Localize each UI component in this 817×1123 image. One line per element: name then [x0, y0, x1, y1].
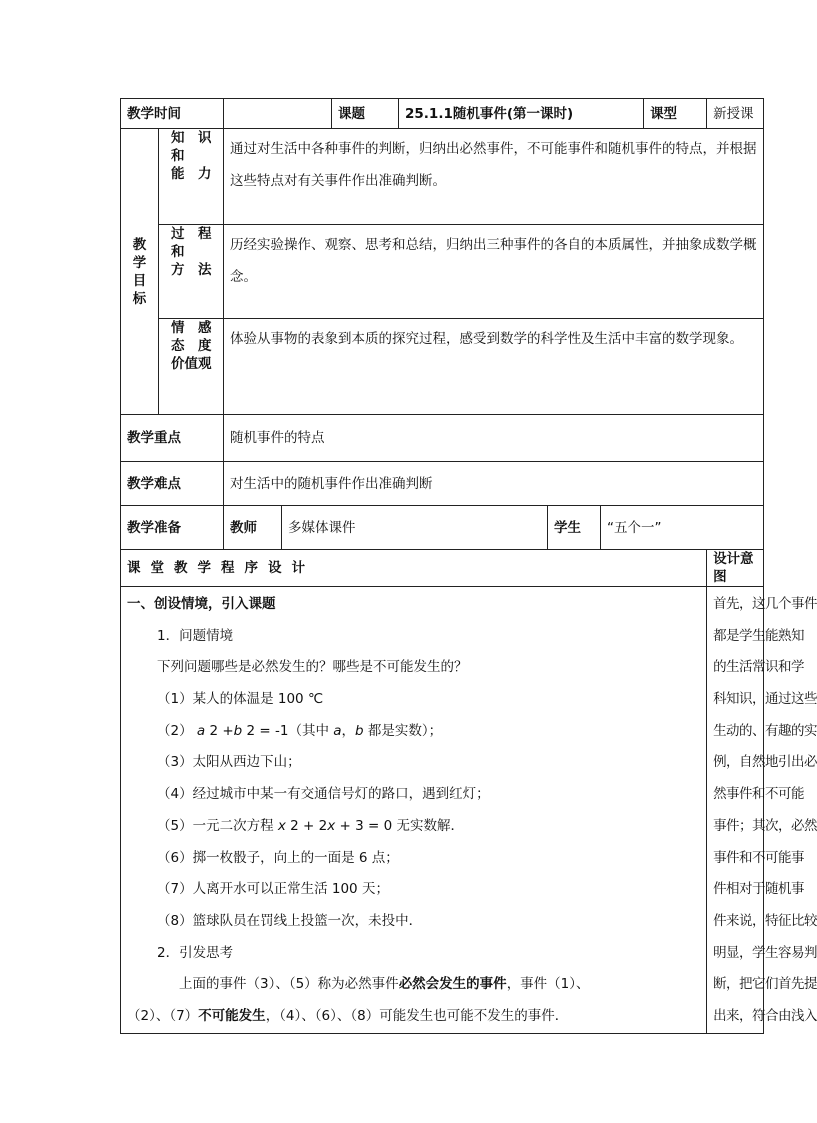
list-item: （7）人离开水可以正常生活 100 天；	[157, 881, 389, 898]
section-title: 一、创设情境，引入课题	[127, 596, 276, 612]
list-item-text: 2 + 2	[285, 817, 328, 834]
goal-knowledge-row	[121, 129, 764, 225]
knowledge-text: 通过对生活中各种事件的判断，归纳出必然事件，不可能事件和随机事件的特点，并根据这些特点对有关事件作出准确判断。	[224, 129, 764, 225]
goal-process-row	[121, 225, 764, 319]
emotion-label	[159, 319, 224, 415]
design-heading: 设计意图	[707, 550, 764, 587]
question-text: 下列问题哪些是必然发生的？哪些是不可能发生的？	[157, 659, 468, 676]
time-label: 教学时间	[121, 99, 224, 129]
list-item-text: 2 +	[205, 722, 234, 739]
paragraph-text: ，事件（1）、	[506, 976, 590, 993]
paragraph-text: （2）、（7）	[127, 1007, 199, 1024]
design-line: 的生活常识和学	[713, 659, 805, 676]
knowledge-label	[159, 129, 224, 225]
procedure-body-row	[121, 587, 764, 1034]
header-row	[121, 99, 764, 129]
design-line: 事件和不可能事	[713, 849, 805, 866]
emotion-label-line: 价值观	[171, 356, 212, 372]
topic-value: 25.1.1随机事件(第一课时)	[399, 99, 644, 129]
math-var: x	[327, 817, 336, 834]
design-line: 断，把它们首先提	[713, 976, 817, 993]
time-value	[224, 99, 332, 129]
procedure-body	[121, 587, 707, 1034]
student-label: 学生	[548, 506, 601, 550]
goals-label-char: 目	[132, 272, 147, 289]
emotion-label-line: 情 感	[171, 320, 212, 336]
list-item-text: 2 = -1（其中	[242, 722, 334, 739]
design-line: 明显，学生容易判	[713, 944, 817, 961]
math-var: b	[355, 722, 364, 739]
list-item: （8）篮球队员在罚线上投篮一次，未投中．	[157, 912, 423, 929]
design-line: 例，自然地引出必	[713, 754, 817, 771]
paragraph-text: ，（4）、（6）、（8）可能发生也可能不发生的事件．	[265, 1007, 569, 1024]
design-line: 件相对于随机事	[713, 881, 805, 898]
key-point-text: 随机事件的特点	[224, 415, 764, 462]
sub-heading: 1．问题情境	[157, 627, 234, 644]
design-intent-body	[707, 587, 817, 1034]
list-item: （4）经过城市中某一有交通信号灯的路口，遇到红灯；	[157, 786, 490, 803]
goals-label-char: 教	[132, 236, 147, 253]
paragraph-text: 上面的事件（3）、（5）称为必然事件	[179, 976, 399, 993]
process-label	[159, 225, 224, 319]
goals-label	[121, 129, 159, 415]
list-item-text: （5）一元二次方程	[157, 817, 278, 834]
type-label: 课型	[644, 99, 707, 129]
preparation-row	[121, 506, 764, 550]
emotion-text: 体验从事物的表象到本质的探究过程，感受到数学的科学性及生活中丰富的数学现象。	[224, 319, 764, 415]
list-item: （6）掷一枚骰子，向上的一面是 6 点；	[157, 849, 399, 866]
design-line: 出来，符合由浅入	[713, 1007, 817, 1024]
design-line: 首先，这几个事件	[713, 596, 817, 612]
procedure-heading-row	[121, 550, 764, 587]
design-line: 科知识，通过这些	[713, 691, 817, 708]
paragraph-line	[127, 969, 700, 1001]
list-item	[127, 811, 700, 843]
key-point-label: 教学重点	[121, 415, 224, 462]
knowledge-label-line: 知 识	[171, 130, 212, 146]
list-item: （3）太阳从西边下山；	[157, 754, 301, 771]
process-label-line: 和	[171, 244, 185, 260]
lesson-plan-table	[120, 98, 817, 1034]
procedure-heading: 课堂教学程序设计	[121, 550, 707, 587]
difficulty-row	[121, 462, 764, 506]
student-value: “五个一”	[601, 506, 764, 550]
sub-heading: 2．引发思考	[157, 944, 234, 961]
paragraph-emphasis: 不可能发生	[198, 1007, 266, 1024]
paragraph-emphasis: 必然会发生的事件	[398, 976, 507, 993]
list-item: （1）某人的体温是 100 ℃	[157, 691, 324, 708]
knowledge-label-line: 和	[171, 148, 185, 164]
list-item-text: 都是实数）；	[363, 722, 443, 739]
teacher-value: 多媒体课件	[282, 506, 548, 550]
goals-label-char: 学	[132, 254, 147, 271]
list-item-text: + 3 = 0 无实数解．	[335, 817, 465, 834]
list-item-text: （2）	[157, 722, 193, 739]
math-var: a	[196, 722, 206, 739]
design-line: 然事件和不可能	[713, 786, 805, 803]
process-label-line: 过 程	[171, 226, 212, 242]
difficulty-label: 教学难点	[121, 462, 224, 506]
key-point-row	[121, 415, 764, 462]
goal-emotion-row	[121, 319, 764, 415]
paragraph-line	[127, 1001, 700, 1033]
list-item-text: ，	[341, 722, 356, 739]
difficulty-text: 对生活中的随机事件作出准确判断	[224, 462, 764, 506]
topic-label: 课题	[332, 99, 399, 129]
process-text: 历经实验操作、观察、思考和总结，归纳出三种事件的各自的本质属性，并抽象成数学概念。	[224, 225, 764, 319]
emotion-label-line: 态 度	[171, 338, 212, 354]
type-value: 新授课	[707, 99, 764, 129]
process-label-line: 方 法	[171, 262, 212, 278]
math-var: a	[333, 722, 342, 739]
design-line: 都是学生能熟知	[713, 627, 805, 644]
design-line: 件来说，特征比较	[713, 912, 817, 929]
preparation-label: 教学准备	[121, 506, 224, 550]
math-var: x	[277, 817, 286, 834]
math-var: b	[233, 722, 243, 739]
design-line: 事件；其次，必然	[713, 817, 817, 834]
goals-label-char: 标	[132, 290, 147, 307]
knowledge-label-line: 能 力	[171, 166, 212, 182]
list-item	[127, 716, 700, 748]
teacher-label: 教师	[224, 506, 282, 550]
design-line: 生动的、有趣的实	[713, 722, 817, 739]
